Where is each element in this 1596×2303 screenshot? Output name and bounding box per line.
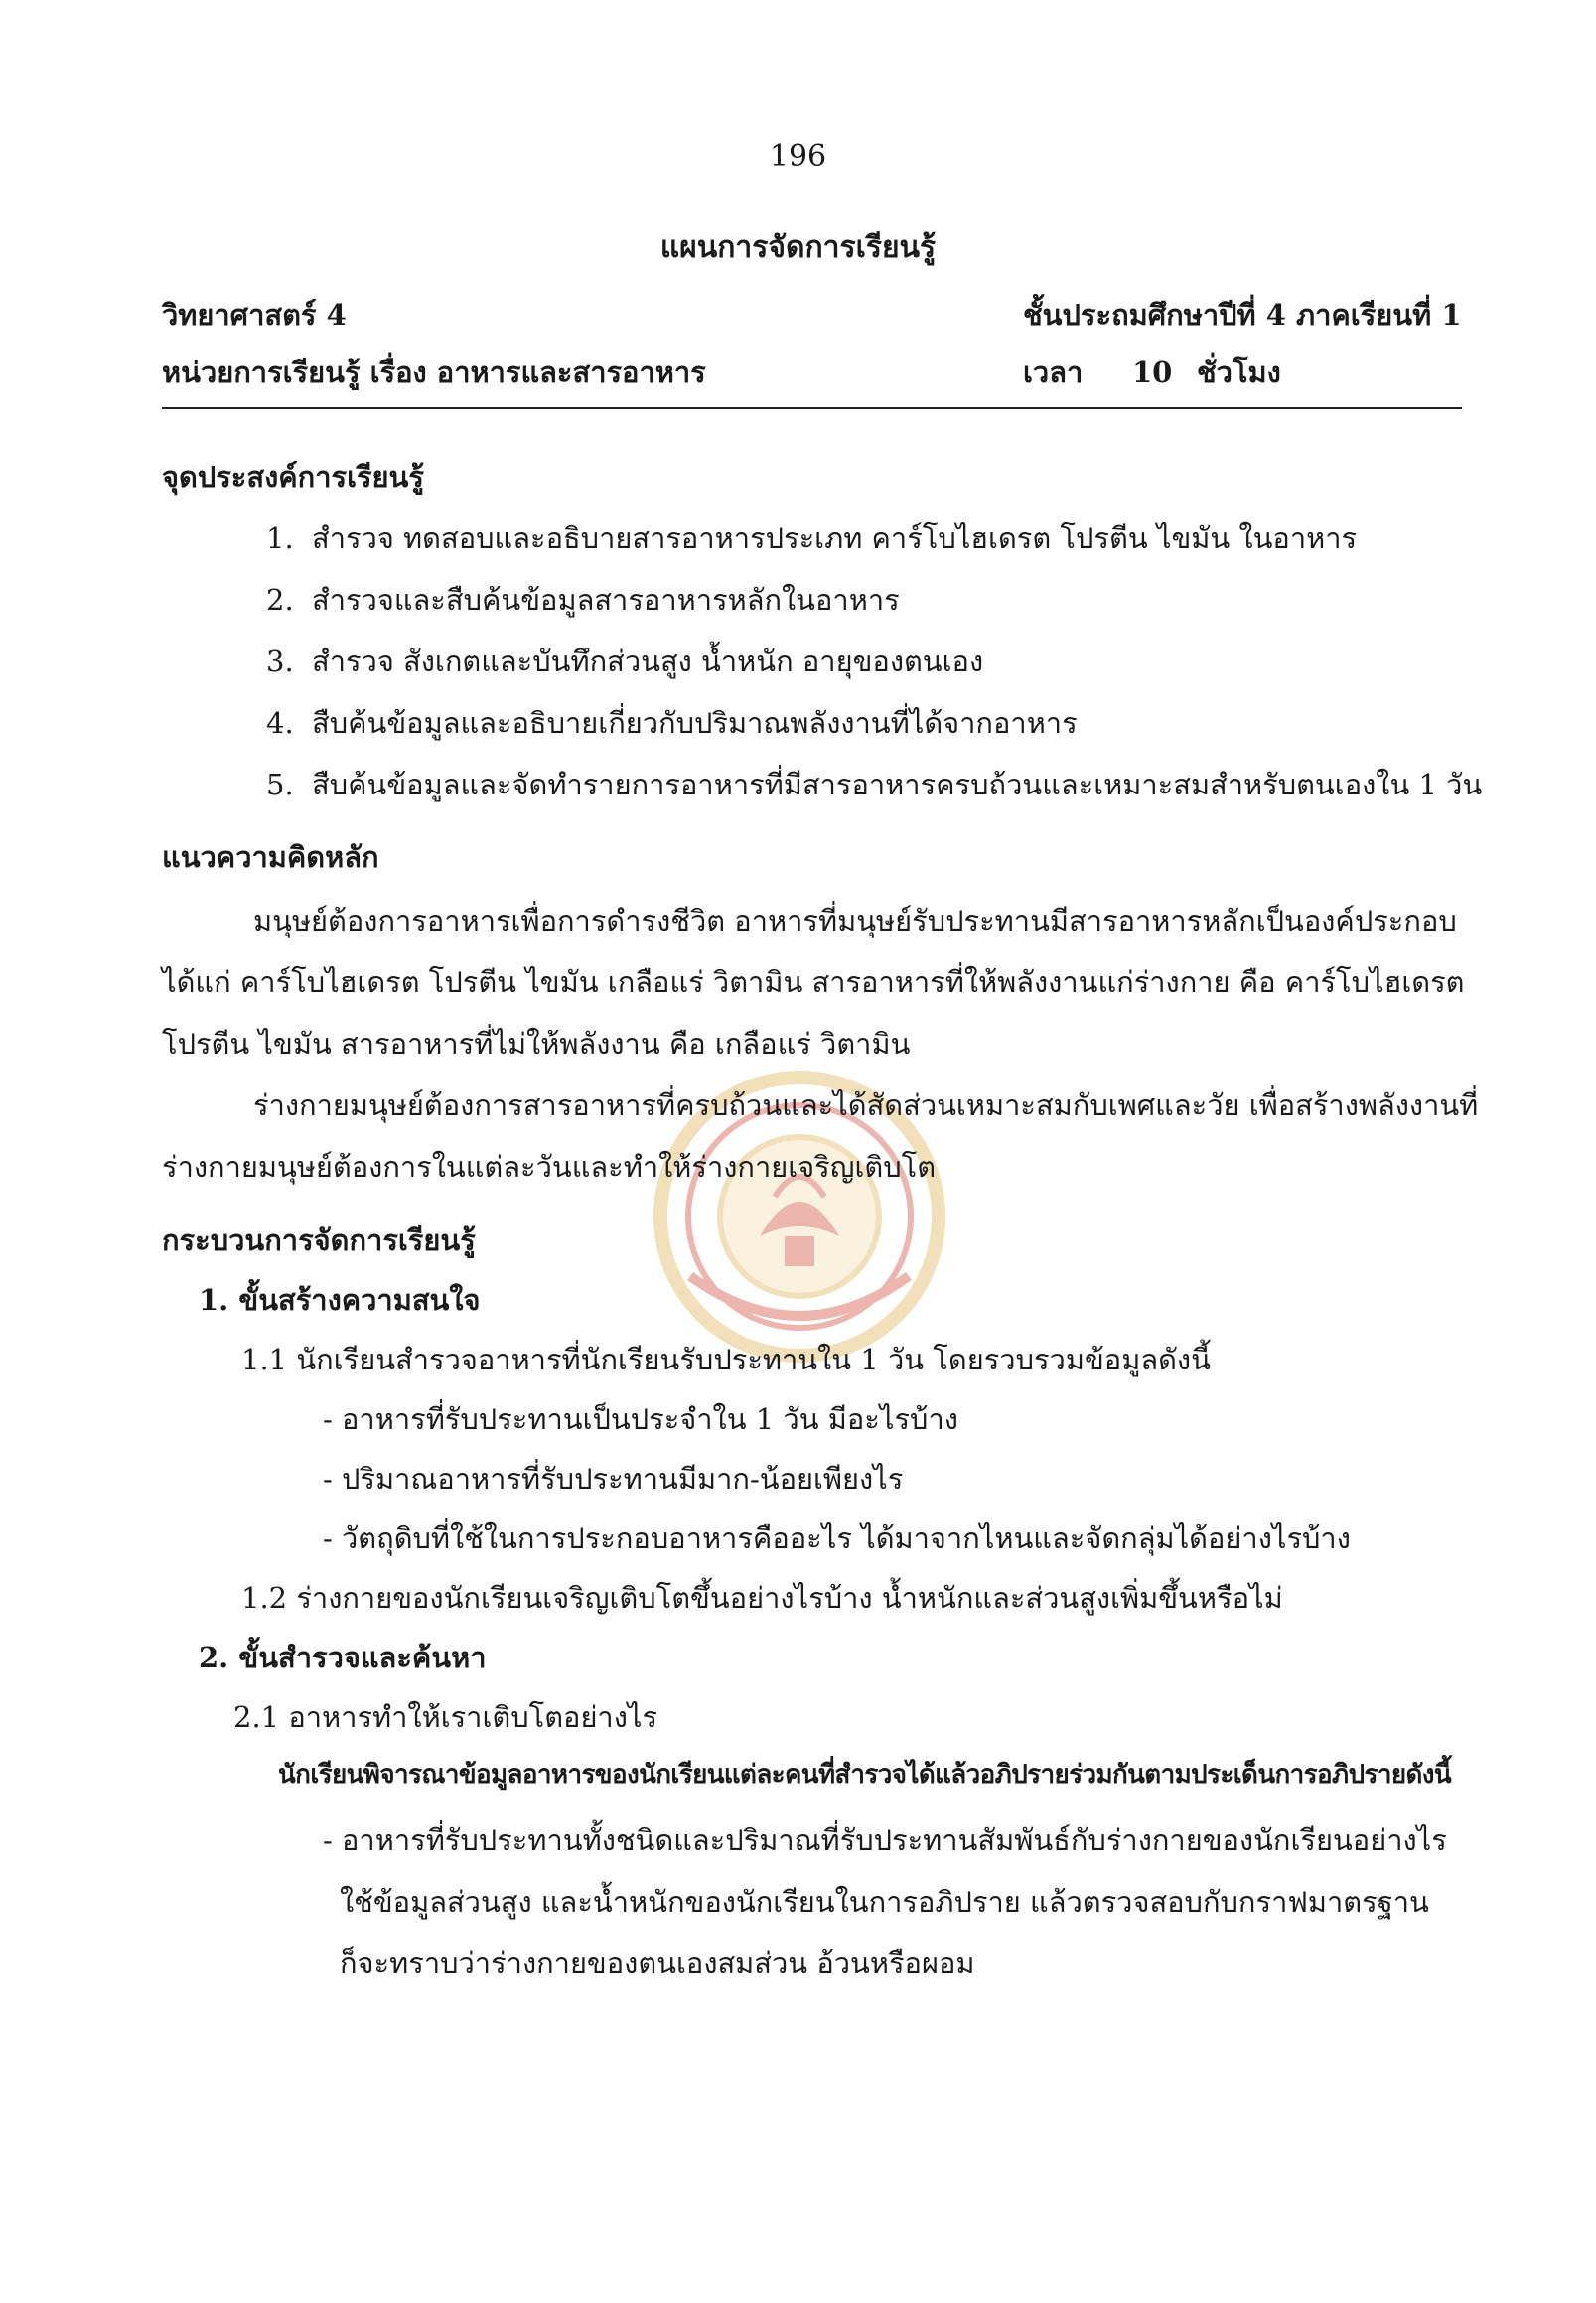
- process-heading: กระบวนการจัดการเรียนรู้: [162, 1223, 476, 1257]
- step-1-1-bullet: - วัตถุดิบที่ใช้ในการประกอบอาหารคืออะไร ได้มาจากไหนและจัดกลุ่มได้อย่างไรบ้าง: [323, 1521, 1351, 1555]
- objective-text: สำรวจ ทดสอบและอธิบายสารอาหารประเภท คาร์โบไฮเดรต โปรตีน ไขมัน ในอาหาร: [312, 521, 1358, 555]
- step-1-1: 1.1 นักเรียนสำรวจอาหารที่นักเรียนรับประทานใน 1 วัน โดยรวบรวมข้อมูลดังนี้: [241, 1343, 1211, 1376]
- header-divider: [162, 407, 1462, 409]
- objective-item: [266, 768, 1482, 802]
- objective-item: [266, 706, 1078, 741]
- step-1-1-bullet: - ปริมาณอาหารที่รับประทานมีมาก-น้อยเพียงไร: [323, 1462, 904, 1496]
- time-value: 10: [1132, 356, 1173, 389]
- concept-heading: แนวความคิดหลัก: [162, 840, 379, 874]
- step-2-1-bullet-continued: ก็จะทราบว่าร่างกายของตนเองสมส่วน อ้วนหรือผอม: [340, 1946, 975, 1980]
- step-1-1-bullet: - อาหารที่รับประทานเป็นประจำใน 1 วัน มีอะไรบ้าง: [323, 1402, 958, 1436]
- objective-number: 4.: [266, 706, 294, 740]
- step-1-2: 1.2 ร่างกายของนักเรียนเจริญเติบโตขึ้นอย่างไรบ้าง น้ำหนักและส่วนสูงเพิ่มขึ้นหรือไม่: [241, 1581, 1283, 1615]
- unit-title: หน่วยการเรียนรู้ เรื่อง อาหารและสารอาหาร: [162, 356, 706, 389]
- step-2-1: 2.1 อาหารทำให้เราเติบโตอย่างไร: [233, 1700, 658, 1734]
- step-1-heading: 1. ขั้นสร้างความสนใจ: [199, 1283, 481, 1317]
- subject-label: วิทยาศาสตร์ 4: [162, 298, 347, 332]
- objective-item: [266, 583, 900, 618]
- step-2-1-bullet-continued: ใช้ข้อมูลส่วนสูง และน้ำหนักของนักเรียนในการอภิปราย แล้วตรวจสอบกับกราฟมาตรฐาน: [340, 1885, 1429, 1919]
- objective-text: สืบค้นข้อมูลและอธิบายเกี่ยวกับปริมาณพลังงานที่ได้จากอาหาร: [312, 706, 1078, 740]
- concept-paragraph-line: ได้แก่ คาร์โบไฮเดรต โปรตีน ไขมัน เกลือแร่ วิตามิน สารอาหารที่ให้พลังงานแก่ร่างกาย คือ คาร์โบไฮเดรต: [162, 965, 1465, 999]
- objective-text: สำรวจ สังเกตและบันทึกส่วนสูง น้ำหนัก อายุของตนเอง: [312, 645, 984, 678]
- grade-semester-label: ชั้นประถมศึกษาปีที่ 4 ภาคเรียนที่ 1: [1023, 298, 1462, 332]
- step-2-1-bullet: - อาหารที่รับประทานทั้งชนิดและปริมาณที่รับประทานสัมพันธ์กับร่างกายของนักเรียนอย่างไร: [323, 1823, 1447, 1857]
- objective-number: 3.: [266, 645, 294, 678]
- concept-paragraph-line: ร่างกายมนุษย์ต้องการสารอาหารที่ครบถ้วนและได้สัดส่วนเหมาะสมกับเพศและวัย เพื่อสร้างพลังงานที่: [253, 1088, 1479, 1122]
- objective-number: 1.: [266, 521, 294, 555]
- page-number: 196: [769, 139, 827, 174]
- objectives-heading: จุดประสงค์การเรียนรู้: [162, 460, 424, 494]
- time-label: เวลา: [1023, 356, 1084, 389]
- concept-paragraph-line: มนุษย์ต้องการอาหารเพื่อการดำรงชีวิต อาหารที่มนุษย์รับประทานมีสารอาหารหลักเป็นองค์ประกอบ: [253, 904, 1457, 937]
- concept-paragraph-line: ร่างกายมนุษย์ต้องการในแต่ละวันและทำให้ร่างกายเจริญเติบโต: [162, 1150, 937, 1184]
- objective-item: [266, 645, 983, 679]
- objective-text: สืบค้นข้อมูลและจัดทำรายการอาหารที่มีสารอาหารครบถ้วนและเหมาะสมสำหรับตนเองใน 1 วัน: [312, 768, 1483, 801]
- objective-text: สำรวจและสืบค้นข้อมูลสารอาหารหลักในอาหาร: [312, 583, 900, 617]
- objective-item: [266, 521, 1357, 556]
- time-unit: ชั่วโมง: [1197, 356, 1281, 389]
- objective-number: 2.: [266, 583, 294, 617]
- step-2-1-intro: นักเรียนพิจารณาข้อมูลอาหารของนักเรียนแต่ละคนที่สำรวจได้แล้วอภิปรายร่วมกันตามประเด็นการอภิปรายดังนี้: [278, 1760, 1452, 1790]
- document-title: แผนการจัดการเรียนรู้: [659, 230, 937, 265]
- step-2-heading: 2. ขั้นสำรวจและค้นหา: [199, 1641, 487, 1674]
- objective-number: 5.: [266, 768, 294, 801]
- concept-paragraph-line: โปรตีน ไขมัน สารอาหารที่ไม่ให้พลังงาน คือ เกลือแร่ วิตามิน: [162, 1027, 911, 1061]
